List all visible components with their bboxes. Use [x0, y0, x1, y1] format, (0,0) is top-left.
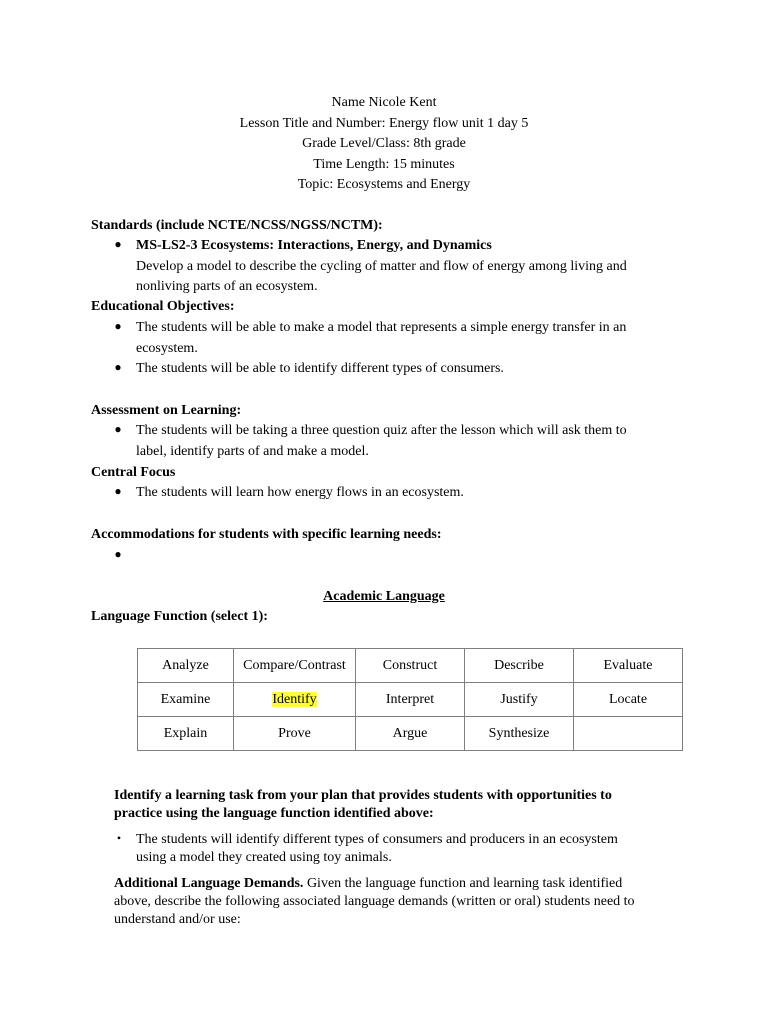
- bullet-icon: ●: [114, 360, 122, 374]
- language-function-heading: Language Function (select 1):: [91, 609, 268, 624]
- learning-task-line2: using a model they created using toy animals.: [136, 850, 392, 865]
- table-cell: Interpret: [356, 683, 465, 717]
- objective-2: The students will be able to identify different types of consumers.: [136, 361, 504, 376]
- table-row: [138, 649, 683, 683]
- learning-task-line1: The students will identify different types of consumers and producers in an ecosystem: [136, 832, 618, 847]
- standard-title: MS-LS2-3 Ecosystems: Interactions, Energy, and Dynamics: [136, 238, 492, 253]
- selected-language-function: Identify: [272, 691, 317, 707]
- objective-1-line2: ecosystem.: [136, 341, 198, 356]
- standards-heading: Standards (include NCTE/NCSS/NGSS/NCTM):: [91, 218, 383, 233]
- bullet-icon: ●: [114, 547, 122, 561]
- table-cell: Synthesize: [465, 717, 574, 751]
- table-row: [138, 717, 683, 751]
- additional-demands-lead: Additional Language Demands.: [114, 876, 304, 891]
- central-focus-item: The students will learn how energy flows in an ecosystem.: [136, 485, 464, 500]
- teacher-name: Name Nicole Kent: [331, 95, 437, 110]
- academic-language-title: Academic Language: [323, 589, 445, 604]
- grade-level: Grade Level/Class: 8th grade: [302, 136, 466, 152]
- time-length: Time Length: 15 minutes: [313, 156, 455, 172]
- lesson-title: Lesson Title and Number: Energy flow unit 1 day 5: [239, 115, 529, 131]
- table-cell: Argue: [356, 717, 465, 751]
- objective-1-line1: The students will be able to make a model that represents a simple energy transfer in an: [136, 320, 627, 335]
- additional-demands-line2: above, describe the following associated language demands (written or oral) students need to: [114, 894, 635, 909]
- standard-desc-line1: Develop a model to describe the cycling of matter and flow of energy among living and: [136, 259, 627, 274]
- table-cell: [574, 717, 683, 751]
- table-cell: Evaluate: [574, 649, 683, 683]
- table-cell: Construct: [356, 649, 465, 683]
- accommodations-heading: Accommodations for students with specific learning needs:: [91, 527, 442, 542]
- table-cell: Analyze: [138, 649, 234, 683]
- bullet-icon: ●: [114, 422, 122, 436]
- table-cell: Compare/Contrast: [234, 649, 356, 683]
- additional-demands-line3: understand and/or use:: [114, 912, 241, 927]
- standard-desc-line2: nonliving parts of an ecosystem.: [136, 279, 318, 294]
- table-cell: Locate: [574, 683, 683, 717]
- language-function-table: [137, 648, 683, 751]
- learning-task-heading-line1: Identify a learning task from your plan that provides students with opportunities to: [114, 788, 612, 803]
- objectives-heading: Educational Objectives:: [91, 299, 235, 314]
- table-cell: Prove: [234, 717, 356, 751]
- table-cell: Explain: [138, 717, 234, 751]
- central-focus-heading: Central Focus: [91, 465, 176, 480]
- bullet-icon: •: [116, 831, 122, 845]
- lesson-header: [0, 93, 768, 196]
- assessment-heading: Assessment on Learning:: [91, 403, 242, 418]
- additional-demands-rest: Given the language function and learning task identified: [303, 876, 623, 891]
- bullet-icon: ●: [114, 484, 122, 498]
- additional-demands-line1: [114, 875, 674, 893]
- topic: Topic: Ecosystems and Energy: [297, 177, 471, 193]
- learning-task-heading-line2: practice using the language function identified above:: [114, 806, 434, 821]
- table-row: [138, 683, 683, 717]
- table-cell: Examine: [138, 683, 234, 717]
- assessment-line2: label, identify parts of and make a model.: [136, 444, 369, 459]
- table-cell: [234, 683, 356, 717]
- table-cell: Justify: [465, 683, 574, 717]
- bullet-icon: ●: [114, 237, 122, 251]
- assessment-line1: The students will be taking a three question quiz after the lesson which will ask them to: [136, 423, 627, 438]
- table-cell: Describe: [465, 649, 574, 683]
- bullet-icon: ●: [114, 319, 122, 333]
